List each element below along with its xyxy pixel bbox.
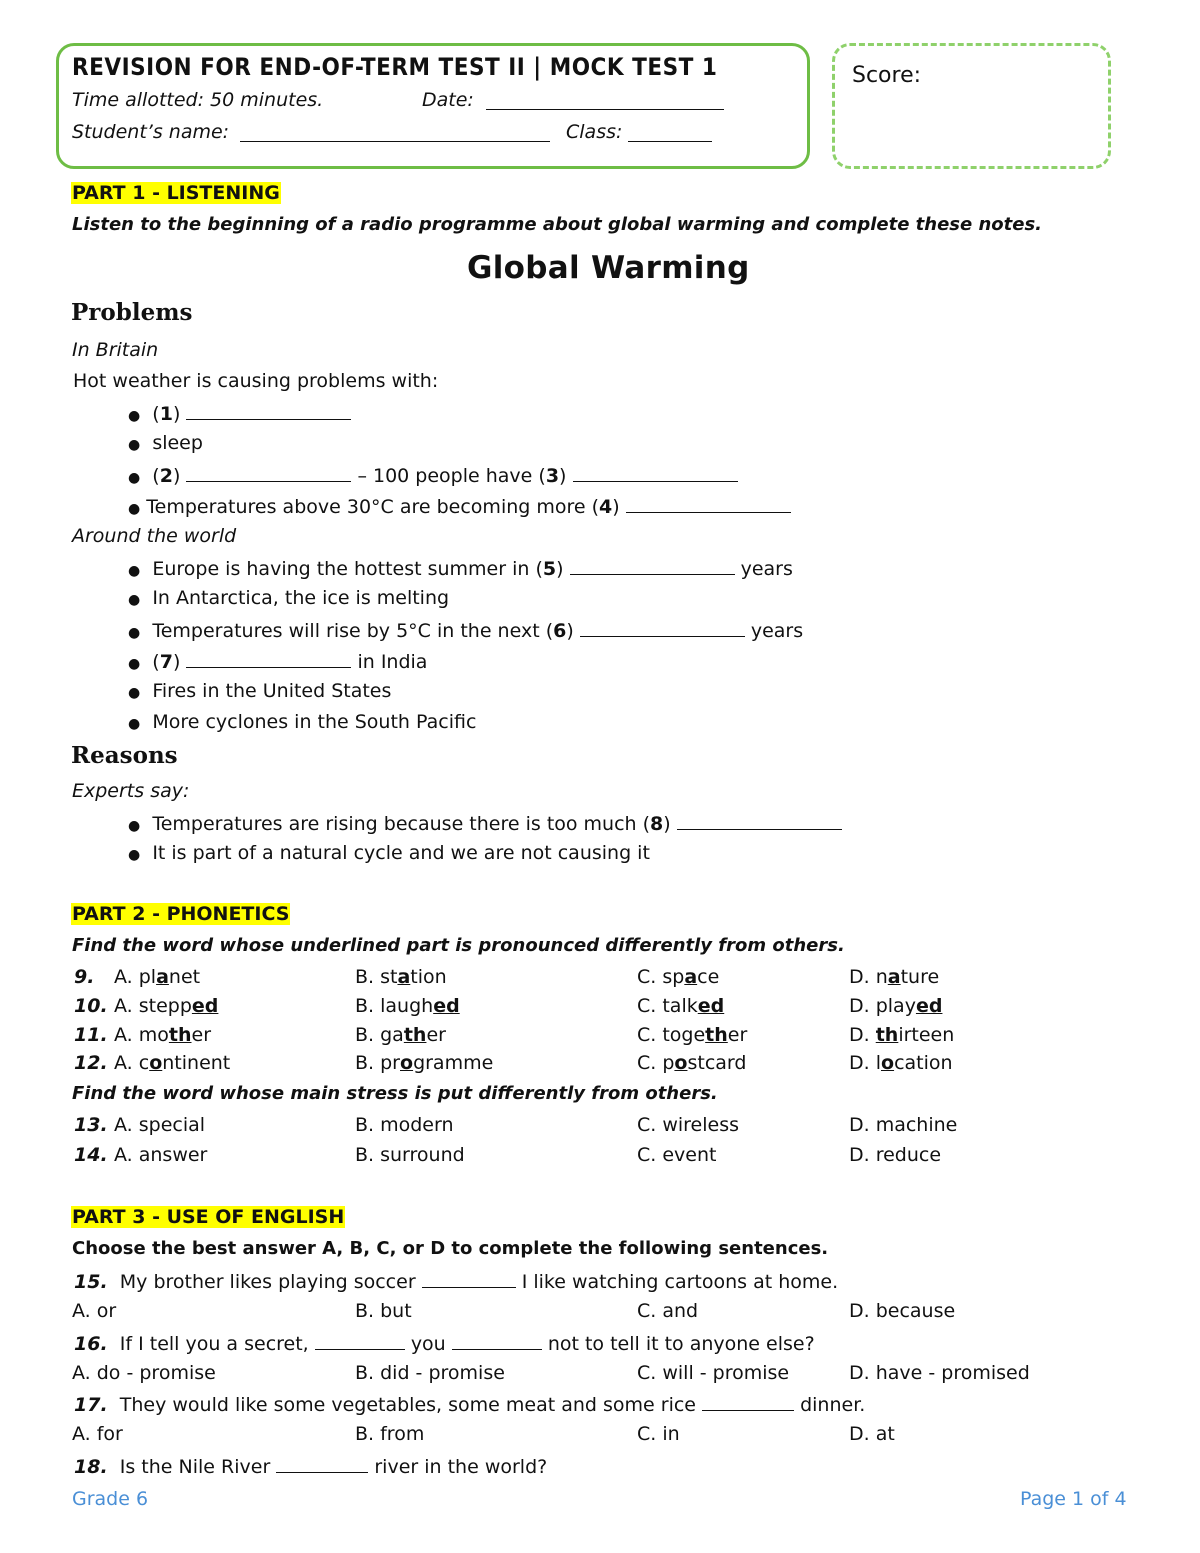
underlined-part: o (881, 1052, 895, 1074)
option-d[interactable]: D. have - promised (849, 1362, 1030, 1384)
option-c[interactable] (637, 1024, 747, 1046)
option-a[interactable]: A. special (114, 1114, 206, 1136)
class-label: Class: (566, 121, 623, 143)
item-text: Fires in the United States (152, 680, 392, 702)
world-item-5 (128, 680, 391, 702)
option-c[interactable]: C. and (637, 1300, 699, 1322)
option-text: er (191, 1024, 212, 1046)
option-text: cation (894, 1052, 953, 1074)
option-text: net (168, 966, 201, 988)
item-number: 4 (599, 496, 613, 518)
underlined-part: ed (433, 995, 460, 1017)
underlined-part: a (156, 966, 169, 988)
bullet-icon: ● (128, 716, 141, 732)
option-text: B. laugh (355, 995, 434, 1017)
option-b[interactable] (355, 1052, 493, 1074)
option-text: A. mo (114, 1024, 169, 1046)
item-number: 6 (553, 620, 567, 642)
option-a[interactable]: A. answer (114, 1144, 208, 1166)
option-b[interactable] (355, 995, 460, 1017)
option-d[interactable]: D. reduce (849, 1144, 942, 1166)
option-text: D. play (849, 995, 916, 1017)
option-d[interactable] (849, 966, 939, 988)
part2-heading: PART 2 - PHONETICS (72, 903, 290, 925)
option-text: tion (410, 966, 447, 988)
part2-instruction-stress: Find the word whose main stress is put differently from others. (72, 1083, 718, 1104)
question-number: 16. (74, 1333, 108, 1355)
part1-instruction: Listen to the beginning of a radio programme about global warming and complete these notes. (72, 214, 1043, 235)
option-text: irteen (898, 1024, 955, 1046)
item-number: 5 (542, 558, 557, 580)
option-a[interactable]: A. for (72, 1423, 123, 1445)
option-c[interactable] (637, 995, 724, 1017)
question-text: not to tell it to anyone else? (547, 1333, 815, 1355)
option-text: gramme (413, 1052, 494, 1074)
option-a[interactable] (114, 966, 200, 988)
option-b[interactable] (355, 1024, 446, 1046)
option-b[interactable]: B. did - promise (355, 1362, 505, 1384)
item-text: sleep (152, 432, 203, 454)
option-c[interactable]: C. event (637, 1144, 717, 1166)
item-number: 7 (159, 651, 173, 673)
item-number: 3 (545, 465, 560, 487)
part3-heading: PART 3 - USE OF ENGLISH (72, 1206, 345, 1228)
underlined-part: a (684, 966, 698, 988)
question-text: I like watching cartoons at home. (521, 1271, 839, 1293)
option-text: stcard (687, 1052, 747, 1074)
answer-blank-3[interactable] (573, 463, 738, 482)
option-text: A. stepp (114, 995, 192, 1017)
item-text: Europe is having the hottest summer in (152, 558, 530, 580)
answer-blank-5[interactable] (570, 556, 735, 575)
question-number: 17. (74, 1394, 108, 1416)
option-text: ntinent (162, 1052, 231, 1074)
item-text: years (750, 620, 804, 642)
question-number: 11. (74, 1024, 108, 1046)
hot-weather-text: Hot weather is causing problems with: (73, 370, 439, 392)
question-18 (74, 1454, 547, 1478)
option-a[interactable]: A. do - promise (72, 1362, 216, 1384)
option-text: D. (849, 1024, 876, 1046)
britain-item-sleep (128, 432, 203, 454)
time-allotted: Time allotted: 50 minutes. (72, 89, 324, 111)
item-text: Temperatures will rise by 5°C in the next (152, 620, 540, 642)
answer-blank-4[interactable] (626, 494, 791, 513)
part2-instruction-pronunciation: Find the word whose underlined part is pronounced differently from others. (72, 935, 845, 956)
bullet-icon: ● (128, 656, 141, 672)
option-text: ce (697, 966, 720, 988)
answer-blank-7[interactable] (186, 649, 351, 668)
underlined-part: th (168, 1024, 192, 1046)
question-15 (74, 1269, 838, 1293)
in-britain-label: In Britain (72, 339, 159, 361)
option-c[interactable] (637, 1052, 746, 1074)
world-item-6 (128, 711, 476, 733)
question-number: 12. (74, 1052, 108, 1074)
question-number: 10. (74, 995, 108, 1017)
underlined-part: o (674, 1052, 688, 1074)
question-text: you (410, 1333, 446, 1355)
world-item-1: ● Europe is having the hottest summer in (5) years (128, 558, 793, 580)
option-text: C. p (637, 1052, 675, 1074)
underlined-part: th (875, 1024, 899, 1046)
option-c[interactable] (637, 966, 719, 988)
question-text: They would like some vegetables, some meat and some rice (119, 1394, 696, 1416)
item-text: – 100 people have (357, 465, 533, 487)
item-text: Temperatures above 30°C are becoming more (146, 496, 586, 518)
option-text: B. st (355, 966, 398, 988)
date-label: Date: (422, 89, 474, 111)
answer-blank-2[interactable] (186, 463, 351, 482)
option-d[interactable]: D. at (849, 1423, 895, 1445)
option-text: C. sp (637, 966, 685, 988)
option-text: er (426, 1024, 446, 1046)
item-text: years (740, 558, 793, 580)
underlined-part: ed (697, 995, 725, 1017)
bullet-icon: ● (128, 470, 141, 486)
world-item-3: ● Temperatures will rise by 5°C in the next (6) years (128, 620, 804, 642)
underlined-part: a (397, 966, 411, 988)
around-world-label: Around the world (72, 525, 237, 547)
answer-blank-8[interactable] (677, 811, 842, 830)
britain-item-1: ● (1) (128, 401, 351, 425)
answer-blank-1[interactable] (186, 401, 351, 420)
item-text: More cyclones in the South Pacific (152, 711, 477, 733)
item-number: 1 (159, 403, 173, 425)
bullet-icon: ● (128, 685, 141, 701)
footer-page: Page 1 of 4 (1020, 1488, 1127, 1510)
bullet-icon: ● (128, 408, 141, 424)
bullet-icon: ● (128, 437, 141, 453)
part3-instruction: Choose the best answer A, B, C, or D to complete the following sentences. (72, 1238, 829, 1259)
underlined-part: o (149, 1052, 163, 1074)
reasons-heading: Reasons (71, 742, 178, 769)
score-box (832, 43, 1111, 169)
test-title: REVISION FOR END-OF-TERM TEST II | MOCK TEST 1 (72, 53, 718, 81)
option-text: D. n (849, 966, 888, 988)
answer-blank[interactable] (315, 1331, 405, 1350)
option-c[interactable]: C. in (637, 1423, 680, 1445)
underlined-part: th (705, 1024, 728, 1046)
option-d[interactable] (849, 995, 942, 1017)
class-blank[interactable] (628, 123, 712, 142)
option-text: B. pr (355, 1052, 400, 1074)
option-text: A. pl (114, 966, 157, 988)
underlined-part: ed (191, 995, 219, 1017)
britain-item-4: ● Temperatures above 30°C are becoming more (4) (128, 494, 791, 518)
answer-blank[interactable] (702, 1392, 794, 1411)
britain-item-2: ● (2) – 100 people have (3) (128, 463, 738, 487)
bullet-icon: ● (128, 592, 141, 608)
question-text: river in the world? (374, 1456, 548, 1478)
option-text: C. toge (637, 1024, 706, 1046)
answer-blank-6[interactable] (580, 618, 745, 637)
question-text: dinner. (800, 1394, 866, 1416)
global-warming-title: Global Warming (467, 250, 750, 286)
question-text: Is the Nile River (119, 1456, 271, 1478)
score-label: Score: (852, 63, 922, 88)
problems-heading: Problems (71, 299, 193, 326)
item-text: It is part of a natural cycle and we are not causing it (152, 842, 650, 864)
option-d[interactable]: D. because (849, 1300, 956, 1322)
date-blank[interactable] (486, 91, 724, 110)
bullet-icon: ● (128, 501, 141, 517)
option-text: B. ga (355, 1024, 404, 1046)
question-number: 14. (74, 1144, 108, 1166)
underlined-part: th (403, 1024, 427, 1046)
underlined-part: o (400, 1052, 414, 1074)
bullet-icon: ● (128, 818, 141, 834)
option-text: ture (900, 966, 940, 988)
question-number: 18. (74, 1456, 108, 1478)
option-b[interactable] (355, 966, 447, 988)
answer-blank[interactable] (276, 1454, 368, 1473)
option-d[interactable] (849, 1024, 954, 1046)
option-d[interactable]: D. machine (849, 1114, 958, 1136)
student-name-label: Student’s name: (72, 121, 230, 143)
reason-item-1: ● Temperatures are rising because there is too much (8) (128, 811, 842, 835)
bullet-icon: ● (128, 563, 141, 579)
item-text: in India (357, 651, 428, 673)
item-text: In Antarctica, the ice is melting (152, 587, 450, 609)
option-text: D. l (849, 1052, 881, 1074)
option-text: A. c (114, 1052, 150, 1074)
option-b[interactable]: B. but (355, 1300, 412, 1322)
bullet-icon: ● (128, 625, 141, 641)
option-b[interactable]: B. surround (355, 1144, 465, 1166)
option-d[interactable] (849, 1052, 953, 1074)
option-text: C. talk (637, 995, 698, 1017)
option-a[interactable] (114, 1024, 211, 1046)
underlined-part: a (887, 966, 901, 988)
option-a[interactable]: A. or (72, 1300, 117, 1322)
item-number: 2 (159, 465, 173, 487)
option-c[interactable]: C. will - promise (637, 1362, 790, 1384)
question-number: 15. (74, 1271, 108, 1293)
world-item-4: ● (7) in India (128, 651, 428, 673)
question-number: 9. (74, 966, 95, 988)
option-b[interactable]: B. from (355, 1423, 425, 1445)
answer-blank[interactable] (452, 1331, 542, 1350)
item-text: Temperatures are rising because there is too much (152, 813, 637, 835)
experts-say-label: Experts say: (72, 780, 190, 802)
option-a[interactable] (114, 1052, 230, 1074)
underlined-part: ed (915, 995, 943, 1017)
part1-heading: PART 1 - LISTENING (72, 182, 280, 204)
option-text: er (727, 1024, 748, 1046)
question-17 (74, 1392, 865, 1416)
student-name-blank[interactable] (240, 123, 550, 142)
option-b[interactable]: B. modern (355, 1114, 454, 1136)
question-text: If I tell you a secret, (119, 1333, 309, 1355)
world-item-2 (128, 587, 449, 609)
reason-item-2 (128, 842, 650, 864)
question-number: 13. (74, 1114, 108, 1136)
question-16 (74, 1331, 815, 1355)
item-number: 8 (650, 813, 664, 835)
option-c[interactable]: C. wireless (637, 1114, 740, 1136)
answer-blank[interactable] (422, 1269, 516, 1288)
option-a[interactable] (114, 995, 218, 1017)
question-text: My brother likes playing soccer (119, 1271, 416, 1293)
bullet-icon: ● (128, 847, 141, 863)
footer-grade: Grade 6 (72, 1488, 149, 1510)
